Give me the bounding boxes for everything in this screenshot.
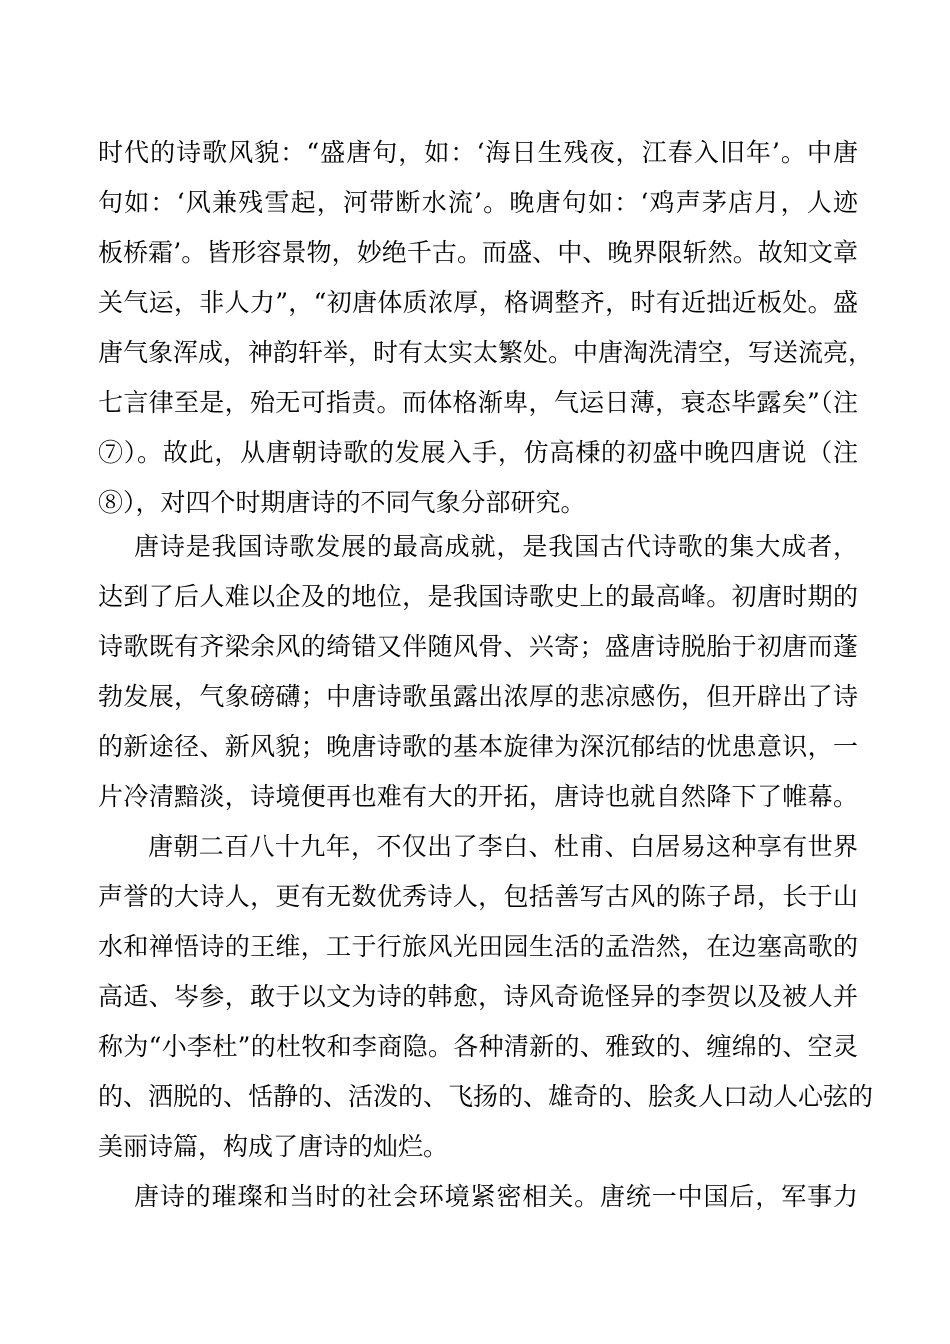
text-line: 片冷清黯淡，诗境便再也难有大的开拓，唐诗也就自然降下了帷幕。 bbox=[98, 782, 858, 811]
text-line: 勃发展，气象磅礴；中唐诗歌虽露出浓厚的悲凉感伤，但开辟出了诗 bbox=[98, 682, 858, 711]
text-line: ⑧），对四个时期唐诗的不同气象分部研究。 bbox=[98, 488, 586, 517]
paragraph-1 bbox=[98, 128, 874, 528]
text-line: 时代的诗歌风貌：“盛唐句，如：‘海日生残夜，江春入旧年’。中唐 bbox=[98, 138, 858, 167]
text-line: ⑦）。故此，从唐朝诗歌的发展入手，仿高棅的初盛中晚四唐说（注 bbox=[98, 438, 858, 467]
text-line: 的、洒脱的、恬静的、活泼的、飞扬的、雄奇的、脍炙人口动人心弦的 bbox=[98, 1082, 874, 1111]
paragraph-2 bbox=[98, 522, 858, 822]
text-line: 的新途径、新风貌；晚唐诗歌的基本旋律为深沉郁结的忧患意识，一 bbox=[98, 732, 858, 761]
text-line: 高适、岑参，敢于以文为诗的韩愈，诗风奇诡怪异的李贺以及被人并 bbox=[98, 982, 858, 1011]
text-line: 唐朝二百八十九年，不仅出了李白、杜甫、白居易这种享有世界 bbox=[148, 832, 858, 861]
text-line: 称为“小李杜”的杜牧和李商隐。各种清新的、雅致的、缠绵的、空灵 bbox=[98, 1032, 858, 1061]
text-line: 诗歌既有齐梁余风的绮错又伴随风骨、兴寄；盛唐诗脱胎于初唐而蓬 bbox=[98, 632, 858, 661]
text-line: 水和禅悟诗的王维，工于行旅风光田园生活的孟浩然，在边塞高歌的 bbox=[98, 932, 858, 961]
text-line: 唐气象浑成，神韵轩举，时有太实太繁处。中唐淘洗清空，写送流亮， bbox=[98, 338, 874, 367]
text-line: 唐诗是我国诗歌发展的最高成就，是我国古代诗歌的集大成者， bbox=[134, 532, 858, 561]
paragraph-3 bbox=[98, 822, 874, 1172]
text-line: 七言律至是，殆无可指责。而体格渐卑，气运日薄，衰态毕露矣”（注 bbox=[98, 388, 858, 417]
text-line: 达到了后人难以企及的地位，是我国诗歌史上的最高峰。初唐时期的 bbox=[98, 582, 858, 611]
paragraph-4 bbox=[98, 1172, 858, 1222]
text-line: 板桥霜’。皆形容景物，妙绝千古。而盛、中、晚界限斩然。故知文章 bbox=[98, 238, 858, 267]
text-line: 美丽诗篇，构成了唐诗的灿烂。 bbox=[98, 1132, 449, 1161]
text-line: 唐诗的璀璨和当时的社会环境紧密相关。唐统一中国后，军事力 bbox=[134, 1182, 858, 1211]
text-line: 声誉的大诗人，更有无数优秀诗人，包括善写古风的陈子昂，长于山 bbox=[98, 882, 858, 911]
text-line: 关气运，非人力”，“初唐体质浓厚，格调整齐，时有近拙近板处。盛 bbox=[98, 288, 858, 317]
text-line: 句如：‘风兼残雪起，河带断水流’。晚唐句如：‘鸡声茅店月，人迹 bbox=[98, 188, 858, 217]
